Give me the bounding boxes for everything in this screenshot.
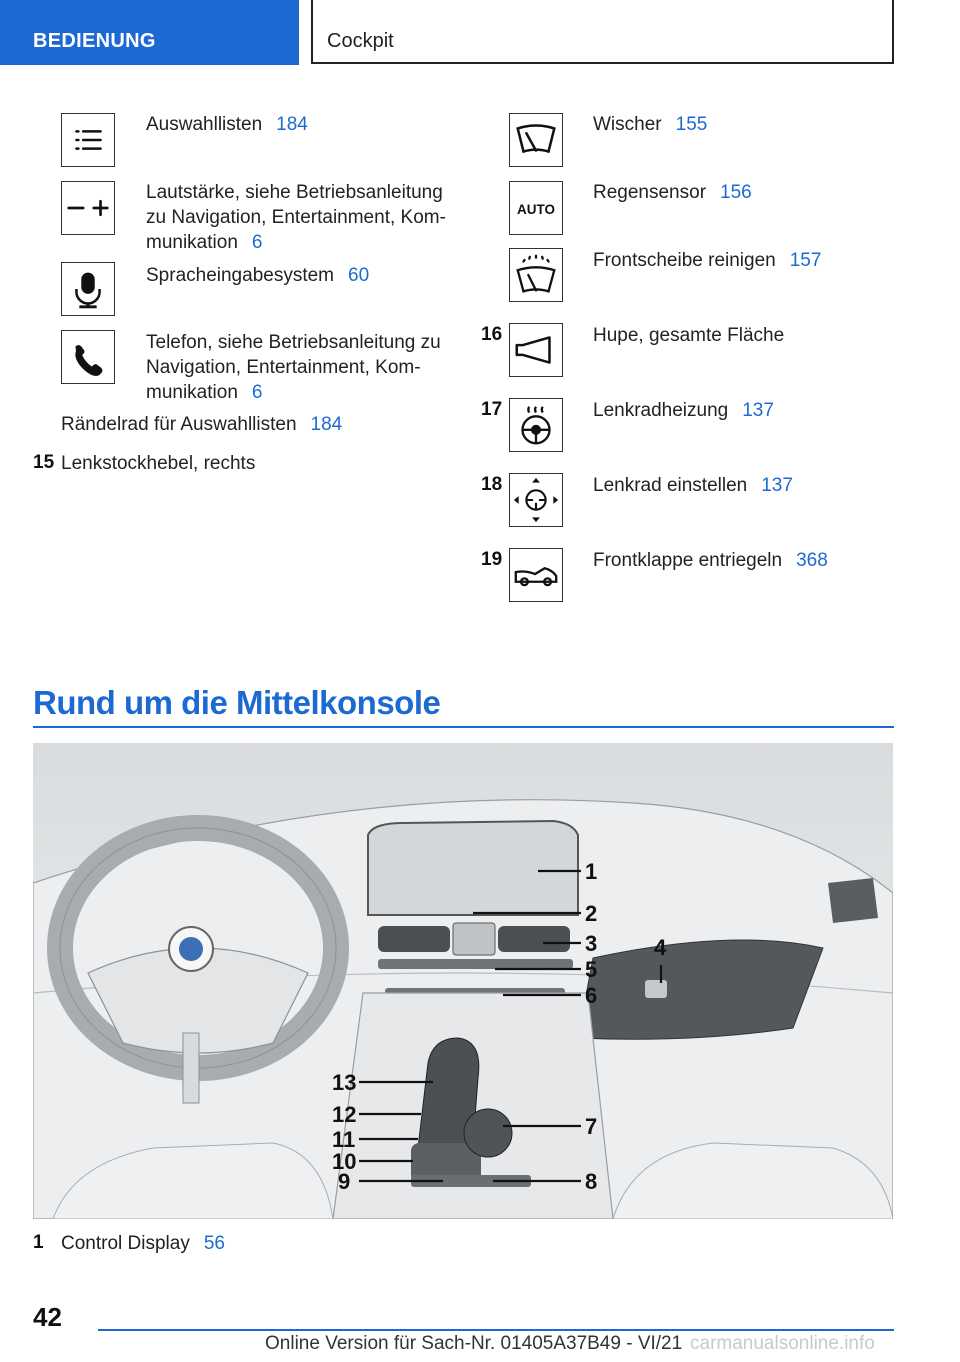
section-title: BEDIENUNG [33,30,156,52]
entry-wischer [593,112,707,137]
horn-icon [509,323,563,377]
auto-rain-sensor-icon [509,181,563,235]
section-heading: Rund um die Mittelkonsole [33,684,441,721]
item-text: Lenkstockhebel, rechts [61,453,256,474]
wiper-icon [509,113,563,167]
entry-telefon [146,330,456,405]
item-number: 19 [481,549,503,570]
page-ref[interactable]: 137 [761,475,793,496]
callout-label: 5 [585,957,598,982]
page-ref[interactable]: 184 [276,114,308,135]
callout-label: 9 [338,1169,351,1194]
entry-frontscheibe [593,248,821,273]
callout-label: 12 [332,1102,357,1127]
entry-line: zu Navigation, Entertainment, Kom- [146,207,446,228]
entry-text: Spracheingabesystem [146,265,334,286]
item-number: 18 [481,474,503,495]
callout-label: 7 [585,1114,598,1139]
watermark: carmanualsonline.info [690,1333,875,1354]
page-ref[interactable]: 56 [203,1233,225,1254]
volume-minus-plus-icon [61,181,115,235]
callout-label: 8 [585,1169,598,1194]
item-number: 1 [33,1232,44,1253]
callout-label: 10 [332,1149,357,1174]
page-ref[interactable]: 6 [251,232,263,253]
entry-text: Lenkradheizung [593,400,729,421]
entry-text: Frontscheibe reinigen [593,250,776,271]
callout-label: 6 [585,983,598,1008]
page-ref[interactable]: 155 [675,114,708,135]
entry-control-display [61,1231,225,1256]
page-number: 42 [33,1302,62,1332]
footer-rule [98,1329,894,1331]
entry-line: Lautstärke, siehe Betriebsanleitung [146,182,443,203]
entry-text: Regensensor [593,182,707,203]
entry-text: Rändelrad für Auswahllisten [61,414,297,435]
page-ref[interactable]: 157 [789,250,822,271]
icon-label: AUTO [517,201,555,217]
entry-frontklappe [593,548,828,573]
callout-label: 3 [585,931,598,956]
callout-label: 11 [332,1127,356,1152]
page-ref[interactable]: 368 [796,550,828,571]
chapter-tab [311,0,894,64]
center-console-illustration [33,743,893,1219]
callout-label: 13 [332,1070,357,1095]
entry-line: Telefon, siehe Betriebsanleitung zu [146,332,441,353]
entry-text: Control Display [61,1233,190,1254]
item-number: 17 [481,399,503,420]
page-ref[interactable]: 60 [348,265,370,286]
entry-text: Wischer [593,114,662,135]
entry-text: Lenkrad einstellen [593,475,748,496]
entry-raendelrad [61,412,342,437]
callout-label: 1 [585,859,598,884]
hood-release-icon [509,548,563,602]
item-number: 15 [33,452,55,473]
entry-line: munikation [146,232,238,253]
entry-spracheingabe [146,263,369,288]
entry-text: Frontklappe entriegeln [593,550,783,571]
heading-rule [33,726,894,728]
entry-hupe [593,323,784,348]
entry-text: Hupe, gesamte Fläche [593,325,785,346]
page-ref[interactable]: 137 [742,400,774,421]
callout-label: 4 [654,935,667,960]
entry-line: munikation [146,382,238,403]
entry-text: Auswahllisten [146,114,263,135]
chapter-title: Cockpit [327,30,394,52]
online-version-note: Online Version für Sach-Nr. 01405A37B49 - VI/21 [265,1333,683,1354]
voice-input-icon [61,262,115,316]
entry-regensensor [593,180,752,205]
page-ref[interactable]: 184 [310,414,343,435]
steering-wheel-adjust-icon [509,473,563,527]
entry-auswahllisten [146,112,308,137]
page-ref[interactable]: 156 [720,182,752,203]
section-tab [0,0,299,65]
entry-lautstaerke [146,180,456,255]
page-ref[interactable]: 6 [251,382,263,403]
list-icon [61,113,115,167]
phone-icon [61,330,115,384]
entry-line: Navigation, Entertainment, Kom- [146,357,421,378]
entry-lenkrad-einstellen [593,473,793,498]
callout-label: 2 [585,901,598,926]
entry-lenkradheizung [593,398,774,423]
windshield-washer-icon [509,248,563,302]
steering-wheel-heating-icon [509,398,563,452]
item-number: 16 [481,324,503,345]
